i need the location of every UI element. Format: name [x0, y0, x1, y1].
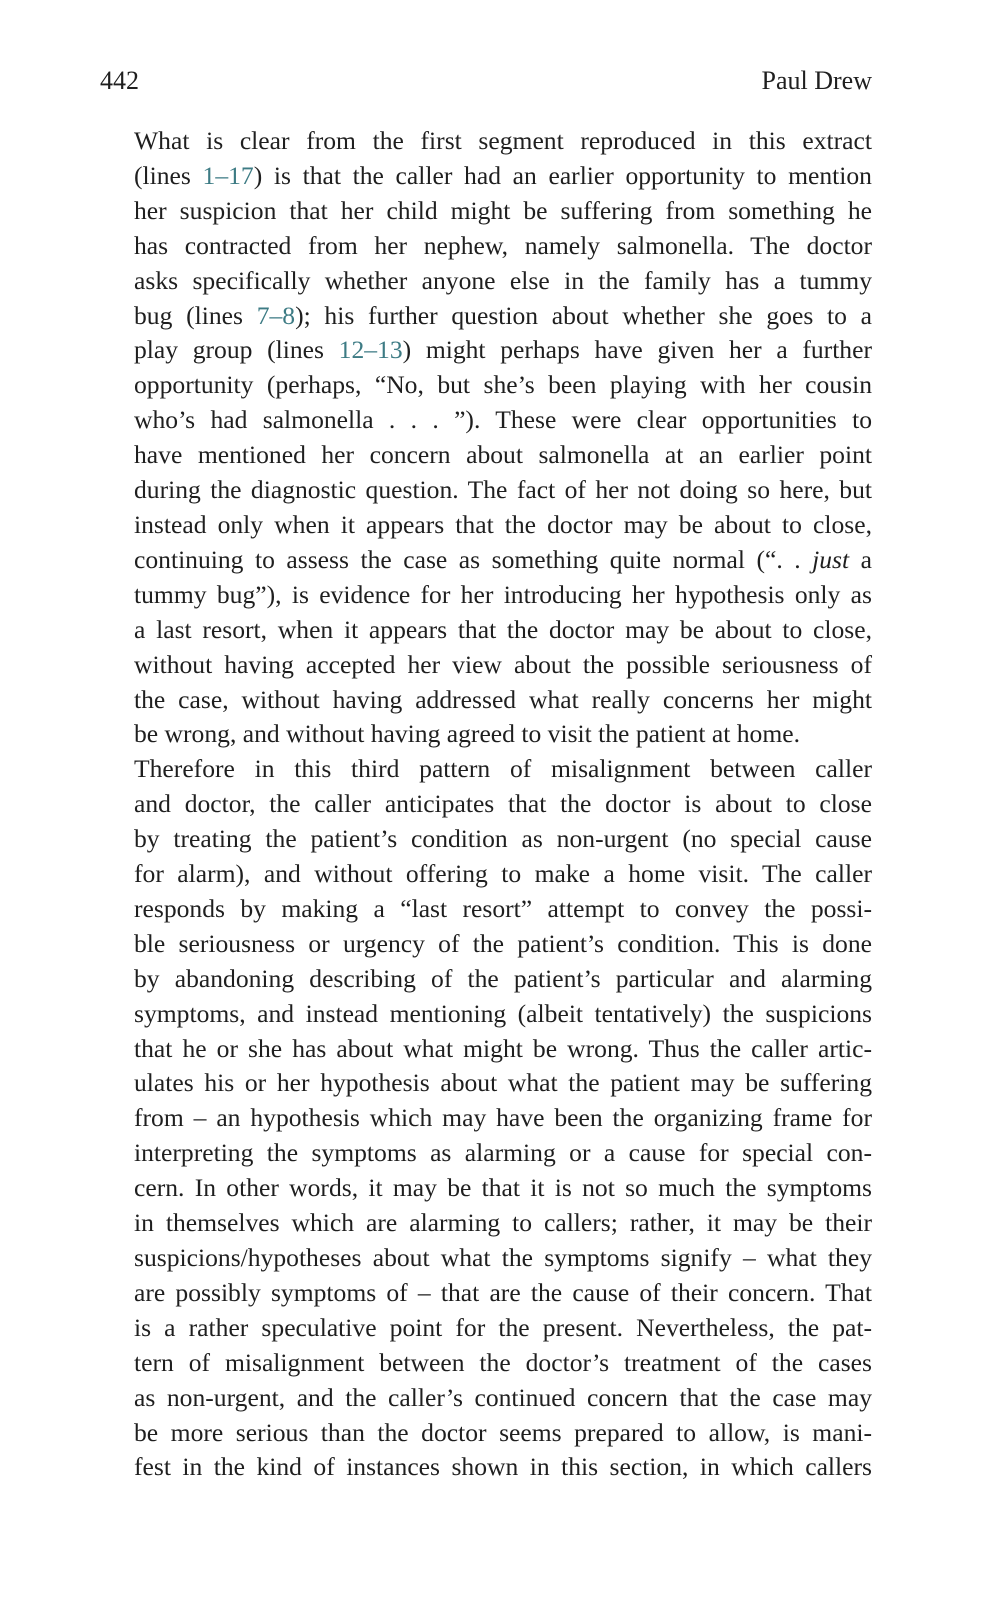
text-line: by abandoning describing of the patient’s particular and alarming: [134, 963, 872, 993]
paragraph-2: [100, 752, 872, 1485]
text-line: her suspicion that her child might be suffering from something he: [134, 195, 872, 225]
text-line: without having accepted her view about the possible seriousness of: [134, 649, 872, 679]
line-reference-link[interactable]: 1–17: [202, 160, 254, 190]
text-line: tummy bug”), is evidence for her introducing her hypothesis only as: [134, 579, 872, 609]
text-line: be wrong, and without having agreed to visit the patient at home.: [134, 719, 800, 749]
text-line: a last resort, when it appears that the doctor may be about to close,: [134, 614, 872, 644]
text-line: in themselves which are alarming to callers; rather, it may be their: [134, 1208, 872, 1238]
text-line: the case, without having addressed what really concerns her might: [134, 684, 872, 714]
book-page: [100, 0, 872, 1600]
body-text: [100, 124, 872, 1485]
emphasis: just: [812, 544, 850, 574]
text-line: have mentioned her concern about salmonella at an earlier point: [134, 440, 872, 470]
text-line: that he or she has about what might be wrong. Thus the caller artic-: [134, 1033, 872, 1063]
text-line: fest in the kind of instances shown in this section, in which callers: [134, 1452, 872, 1482]
text-line: be more serious than the doctor seems prepared to allow, is mani-: [134, 1417, 872, 1447]
text-line: are possibly symptoms of – that are the cause of their concern. That: [134, 1277, 872, 1307]
text-line: and doctor, the caller anticipates that the doctor is about to close: [134, 789, 872, 819]
text-line: What is clear from the first segment reproduced in this extract: [134, 126, 872, 155]
text-line: play group (lines 12–13) might perhaps have given her a further: [134, 335, 872, 365]
text-line: responds by making a “last resort” attempt to convey the possi-: [134, 893, 872, 923]
text-line: interpreting the symptoms as alarming or a cause for special con-: [134, 1138, 872, 1168]
text-line: cern. In other words, it may be that it is not so much the symptoms: [134, 1173, 872, 1203]
text-line: bug (lines 7–8); his further question about whether she goes to a: [134, 300, 872, 330]
text-line: during the diagnostic question. The fact of her not doing so here, but: [134, 475, 872, 505]
text-line: opportunity (perhaps, “No, but she’s been playing with her cousin: [134, 370, 872, 400]
text-line: tern of misalignment between the doctor’s treatment of the cases: [134, 1347, 872, 1377]
text-line: by treating the patient’s condition as non-urgent (no special cause: [134, 824, 872, 854]
paragraph-1: [100, 124, 872, 752]
text-line: symptoms, and instead mentioning (albeit tentatively) the suspicions: [134, 998, 872, 1028]
text-line: (lines 1–17) is that the caller had an earlier opportunity to mention: [134, 160, 872, 190]
text-line: has contracted from her nephew, namely salmonella. The doctor: [134, 230, 872, 260]
text-line: ble seriousness or urgency of the patient’s condition. This is done: [134, 928, 872, 958]
line-reference-link[interactable]: 7–8: [256, 300, 296, 330]
text-line: is a rather speculative point for the present. Nevertheless, the pat-: [134, 1312, 872, 1342]
text-line: Therefore in this third pattern of misalignment between caller: [134, 754, 872, 784]
text-line: as non-urgent, and the caller’s continued concern that the case may: [134, 1382, 872, 1412]
text-line: for alarm), and without offering to make a home visit. The caller: [134, 859, 872, 889]
text-line: asks specifically whether anyone else in the family has a tummy: [134, 265, 872, 295]
running-head-author: Paul Drew: [761, 66, 872, 95]
text-line: instead only when it appears that the doctor may be about to close,: [134, 509, 872, 539]
text-line: suspicions/hypotheses about what the symptoms signify – what they: [134, 1243, 872, 1272]
text-line: from – an hypothesis which may have been the organizing frame for: [134, 1103, 872, 1133]
text-line: continuing to assess the case as something quite normal (“. . just a: [134, 544, 872, 574]
text-line: who’s had salmonella . . . ”). These were clear opportunities to: [134, 405, 872, 435]
page-number: 442: [100, 66, 139, 95]
line-reference-link[interactable]: 12–13: [338, 335, 403, 365]
text-line: ulates his or her hypothesis about what the patient may be suffering: [134, 1068, 872, 1098]
